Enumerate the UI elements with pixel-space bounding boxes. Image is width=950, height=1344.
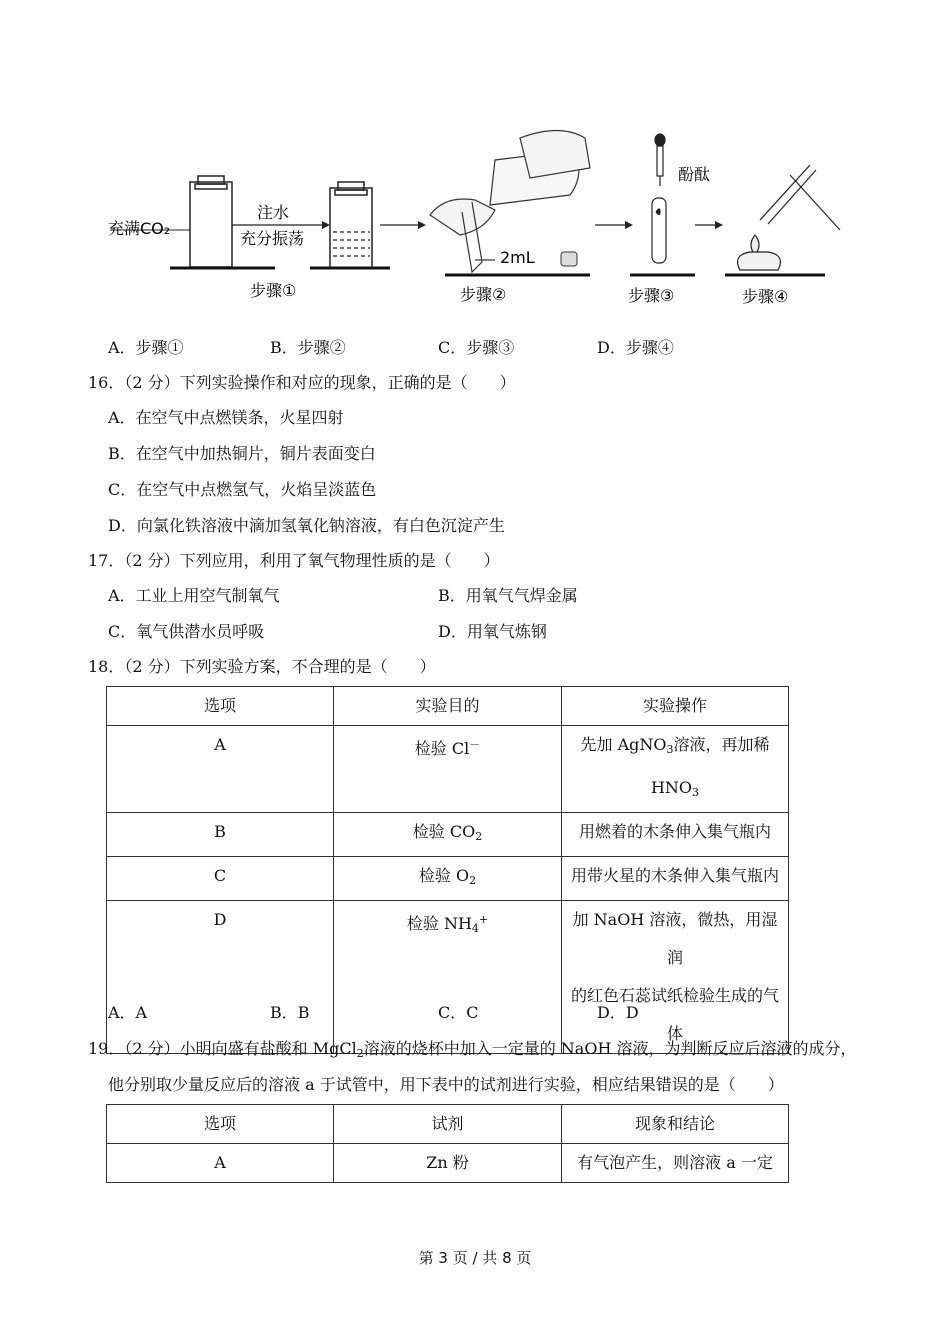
table-header-row — [107, 687, 789, 726]
step-label-2: 步骤② — [460, 285, 507, 304]
row-reagent: Zn 粉 — [334, 1144, 562, 1183]
q18-option-c[interactable]: C．C — [438, 1003, 479, 1022]
q17-stem: 17．（2 分）下列应用，利用了氧气物理性质的是（ ） — [88, 551, 500, 570]
q19-stem-line2: 他分别取少量反应后的溶液 a 于试管中，用下表中的试剂进行实验，相应结果错误的是（ ） — [108, 1075, 784, 1094]
header-action: 实验操作 — [562, 687, 789, 726]
q16-option-b[interactable]: B．在空气中加热铜片，铜片表面变白 — [108, 444, 376, 463]
label-fill-co2: 充满CO₂ — [108, 219, 171, 238]
table-header-row — [107, 1105, 789, 1144]
bottle-stopper — [561, 252, 577, 266]
header-goal: 实验目的 — [334, 687, 562, 726]
row-action: 加 NaOH 溶液，微热，用湿润 的红色石蕊试纸检验生成的气 体 — [562, 901, 789, 1054]
row-goal: 检验 Cl－ — [334, 726, 562, 813]
header-reagent: 试剂 — [334, 1105, 562, 1144]
header-result: 现象和结论 — [562, 1105, 789, 1144]
row-option: A — [107, 1144, 334, 1183]
q15-option-b[interactable]: B．步骤② — [270, 338, 346, 357]
step-label-4: 步骤④ — [742, 287, 789, 306]
experiment-figure — [100, 120, 860, 320]
step3-dropper — [652, 134, 666, 263]
q19-stem: 19．（2 分）小明向盛有盐酸和 MgCl$_2$溶液的烧杯中加入一定量的 NaOH 溶液，为判断反应后溶液的成分， — [88, 1039, 857, 1060]
table-row — [107, 1144, 789, 1183]
step-label-1: 步骤① — [250, 281, 297, 300]
row-option: D — [107, 901, 334, 1054]
row-action: 用燃着的木条伸入集气瓶内 — [562, 813, 789, 857]
q17-option-a[interactable]: A．工业上用空气制氧气 — [108, 586, 280, 605]
q15-option-a[interactable]: A．步骤① — [108, 338, 184, 357]
row-option: A — [107, 726, 334, 813]
q15-option-c[interactable]: C．步骤③ — [438, 338, 515, 357]
q15-option-d[interactable]: D．步骤④ — [597, 338, 674, 357]
q16-stem: 16．（2 分）下列实验操作和对应的现象，正确的是（ ） — [88, 373, 516, 392]
row-result: 有气泡产生，则溶液 a 一定 — [562, 1144, 789, 1183]
step-label-3: 步骤③ — [628, 286, 675, 305]
q18-table — [106, 686, 789, 1054]
table-row — [107, 857, 789, 901]
q17-option-b[interactable]: B．用氧气气焊金属 — [438, 586, 578, 605]
q18-option-b[interactable]: B．B — [270, 1003, 310, 1022]
step1-bottle-water — [330, 182, 372, 268]
row-option: C — [107, 857, 334, 901]
q18-option-a[interactable]: A．A — [108, 1003, 148, 1022]
q18-stem: 18．（2 分）下列实验方案，不合理的是（ ） — [88, 657, 436, 676]
row-goal: 检验 $O_2$ — [334, 857, 562, 901]
table-row — [107, 726, 789, 813]
water-lines — [333, 232, 370, 256]
table-row — [107, 901, 789, 1054]
label-2ml: 2mL — [500, 248, 535, 267]
step1-bottle-empty — [190, 176, 232, 267]
arrow-label-top: 注水 — [257, 203, 290, 222]
header-option: 选项 — [107, 1105, 334, 1144]
step4-heating — [738, 165, 840, 270]
page-footer: 第 3 页 / 共 8 页 — [418, 1249, 532, 1267]
row-option: B — [107, 813, 334, 857]
q17-option-d[interactable]: D．用氧气炼钢 — [438, 622, 547, 641]
row-action: 先加 AgNO$_3$溶液，再加稀 $HNO_3$ — [562, 726, 789, 813]
label-phenol: 酚酞 — [678, 165, 711, 184]
row-goal: 检验 $NH_4^+$ — [334, 901, 562, 1054]
q16-option-a[interactable]: A．在空气中点燃镁条，火星四射 — [108, 408, 344, 427]
header-option: 选项 — [107, 687, 334, 726]
table-row — [107, 813, 789, 857]
q17-option-c[interactable]: C．氧气供潜水员呼吸 — [108, 622, 265, 641]
q16-option-c[interactable]: C．在空气中点燃氢气，火焰呈淡蓝色 — [108, 480, 377, 499]
row-action: 用带火星的木条伸入集气瓶内 — [562, 857, 789, 901]
q19-table — [106, 1104, 789, 1183]
q18-option-d[interactable]: D．D — [597, 1003, 639, 1022]
q16-option-d[interactable]: D．向氯化铁溶液中滴加氢氧化钠溶液，有白色沉淀产生 — [108, 516, 505, 535]
row-goal: 检验 $CO_2$ — [334, 813, 562, 857]
arrow-label-bottom: 充分振荡 — [240, 229, 305, 248]
